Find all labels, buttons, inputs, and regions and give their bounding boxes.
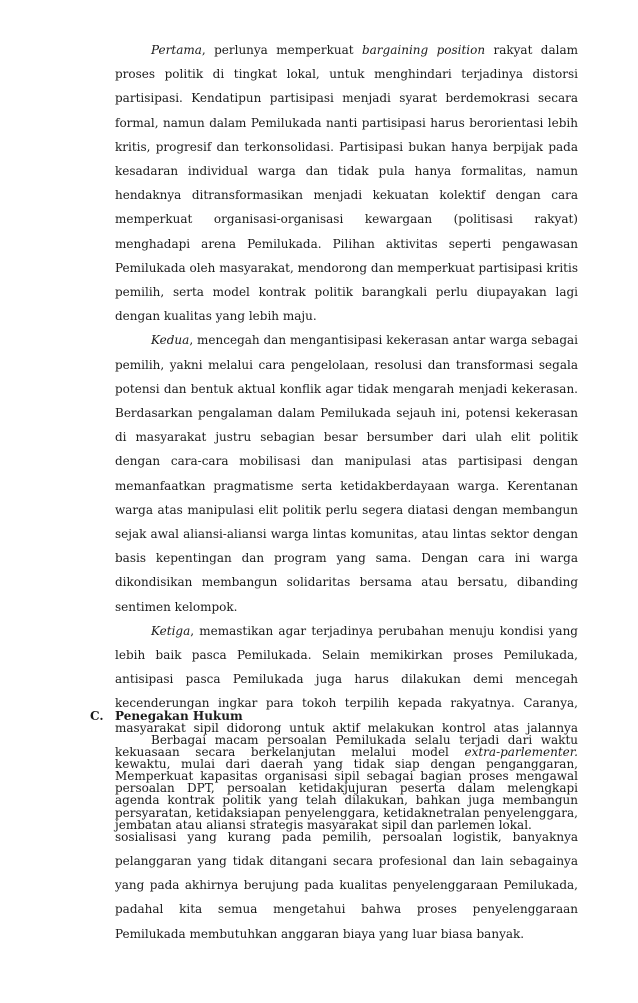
section-heading bbox=[90, 704, 243, 728]
paragraph-text: , perlunya memperkuat bbox=[201, 43, 362, 57]
paragraph-lead: Pertama bbox=[151, 43, 202, 57]
paragraph-lead: Ketiga bbox=[151, 623, 191, 638]
paragraph-emphasis: bargaining position bbox=[361, 43, 486, 57]
paragraph-text: Memperkuat kapasitas organisasi sipil sebagai bagian proses mengawal agenda kontrak politik yang telah dilakukan, bahkan juga membangun jembatan atau aliansi strategis masyarakat sipil dan parlemen lokal. bbox=[115, 769, 578, 832]
section-title: Penegakan Hukum bbox=[115, 709, 243, 723]
paragraph-pertama bbox=[115, 38, 578, 328]
paragraph-text: rakyat dalam proses politik di tingkat lokal, untuk menghindari terjadinya distorsi partisipasi. Kendatipun partisipasi menjadi syarat berdemokrasi secara formal, namun dalam Pemilukada nanti partisipasi harus berorientasi lebih kritis, progresif dan terkonsolidasi. Partisipasi bukan hanya berpijak pada kesadaran individual warga dan tidak pula hanya formalitas, namun hendaknya ditransformasikan menjadi kekuatan kolektif dengan cara memperkuat organisasi-organisasi kewargaan (politisasi rakyat) menghadapi arena Pemilukada. Pilihan aktivitas seperti pengawasan Pemilukada oleh masyarakat, mendorong dan memperkuat partisipasi kritis pemilih, serta model kontrak politik barangkali perlu diupayakan lagi dengan kualitas yang lebih maju. bbox=[115, 43, 578, 324]
paragraph-emphasis: extra-parlementer. bbox=[464, 744, 578, 759]
section-body bbox=[115, 728, 578, 946]
section-letter: C. bbox=[90, 709, 104, 723]
paragraph-text: , memastikan agar terjadinya perubahan menuju kondisi yang lebih baik pasca Pemilukada. Selain memikirkan proses Pemilukada, antisipasi pasca Pemilukada juga harus dilakukan demi mencegah kecenderungan ingkar para tokoh terpilih kepada rakyatnya. Caranya, masyarakat sipil didorong untuk aktif melakukan kontrol atas jalannya kekuasaan secara berkelanjutan melalui model bbox=[115, 623, 578, 759]
paragraph-text: , mencegah dan mengantisipasi kekerasan antar warga sebagai pemilih, yakni melalui cara pengelolaan, resolusi dan transformasi segala potensi dan bentuk aktual konflik agar tidak mengarah menjadi kekerasan. Berdasarkan pengalaman dalam Pemilukada sejauh ini, potensi kekerasan di masyarakat justru sebagian besar bersumber dari ulah elit politik dengan cara-cara mobilisasi dan manipulasi atas partisipasi dengan memanfaatkan pragmatisme serta ketidakberdayaan warga. Kerentanan warga atas manipulasi elit politik perlu segera diatasi dengan membangun sejak awal aliansi-aliansi warga lintas komunitas, atau lintas sektor dengan basis kepentingan dan program yang sama. Dengan cara ini warga dikondisikan membangun solidaritas bersama atau bersatu, dibanding sentimen kelompok. bbox=[115, 333, 578, 614]
paragraph-kedua bbox=[115, 328, 578, 618]
section-paragraph: Berbagai macam persoalan Pemilukada selalu terjadi dari waktu kewaktu, mulai dari daerah yang tidak siap dengan penganggaran, persoalan DPT, persoalan ketidakjujuran peserta dalam melengkapi persyaratan, ketidaksiapan penyelenggara, ketidaknetralan penyelenggara, sosialisasi yang kurang pada pemilih, persoalan logistik, banyaknya pelanggaran yang tidak ditangani secara profesional dan lain sebagainya yang pada akhirnya berujung pada kualitas penyelenggaraan Pemilukada, padahal kita semua mengetahui bahwa proses penyelenggaraan Pemilukada membutuhkan anggaran biaya yang luar biasa banyak. bbox=[115, 733, 578, 941]
paragraph-lead: Kedua bbox=[151, 333, 190, 348]
